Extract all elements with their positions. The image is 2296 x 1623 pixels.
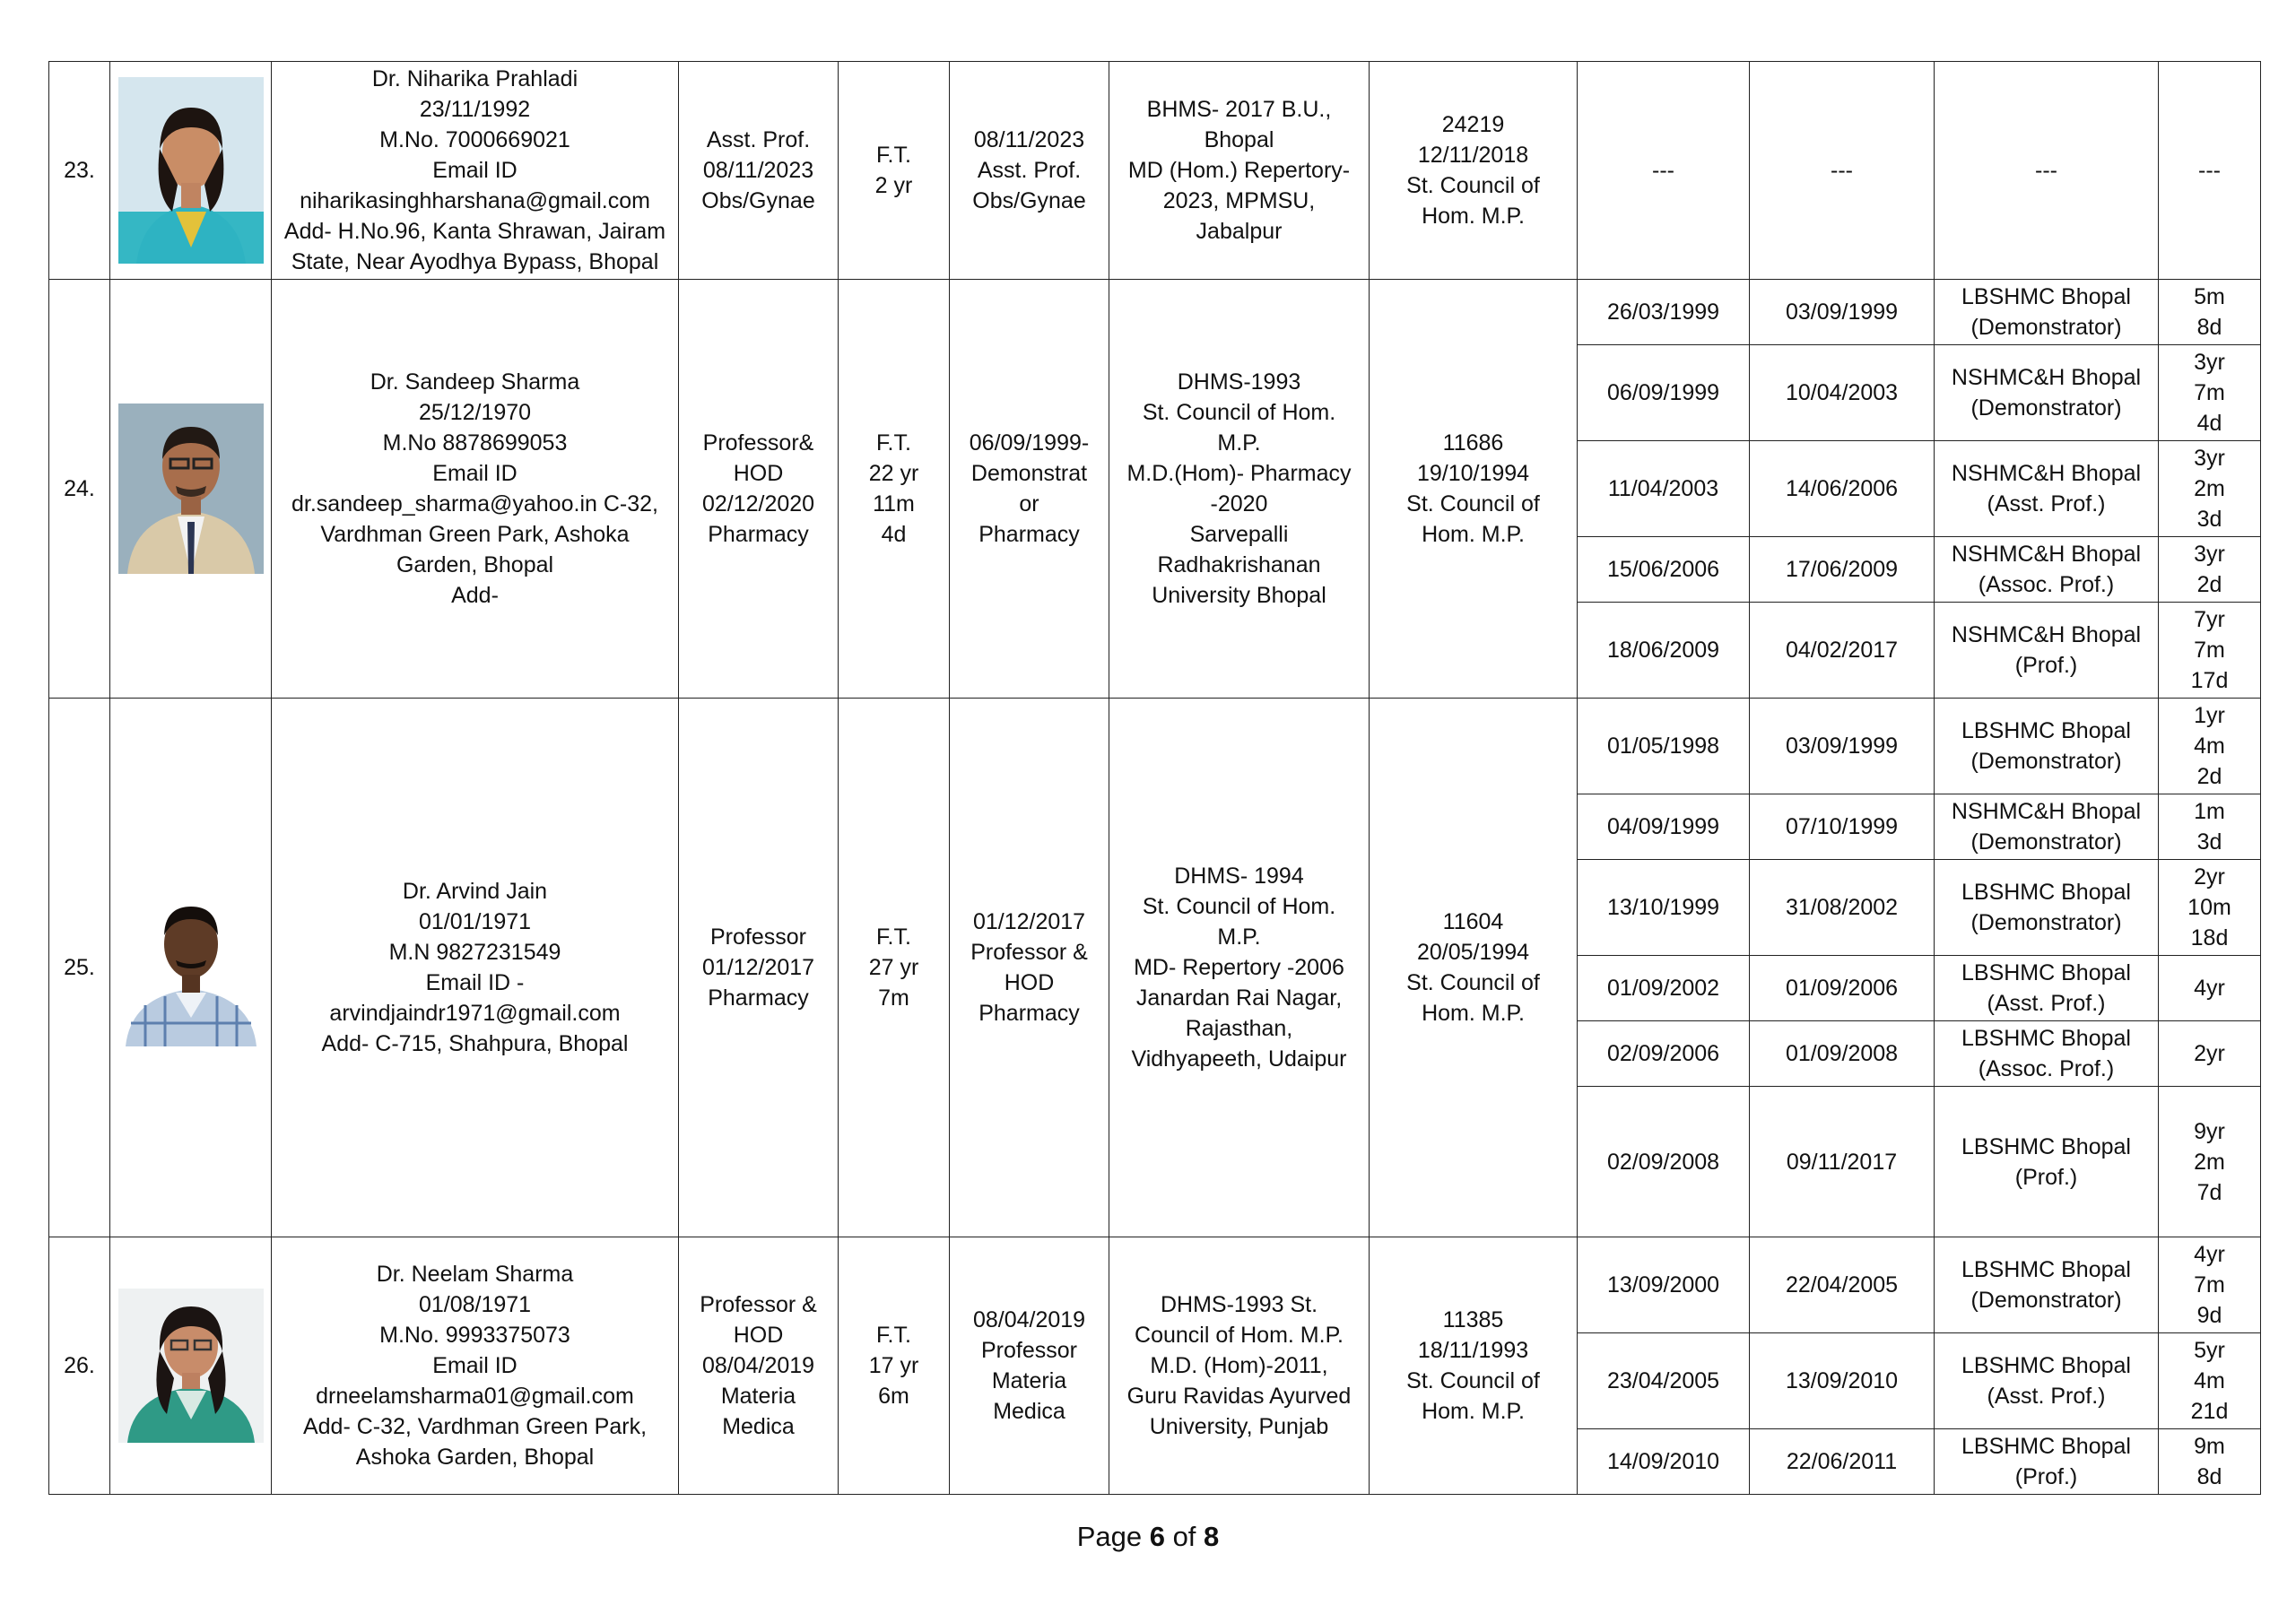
designation-line: HOD (733, 461, 784, 486)
experience-to: 07/10/1999 (1750, 794, 1935, 860)
qualification-cell (1109, 699, 1370, 1237)
duration-line: 4yr (2194, 1242, 2225, 1267)
designation-line: 02/12/2020 (701, 491, 815, 516)
registration-line: 11604 (1442, 909, 1504, 934)
designation-line: Pharmacy (708, 985, 809, 1011)
place-line: (Demonstrator) (1970, 829, 2122, 855)
detail-line: Dr. Arvind Jain (402, 879, 548, 904)
place-line: (Demonstrator) (1970, 1288, 2122, 1313)
experience-from: 15/06/2006 (1578, 537, 1750, 603)
detail-line: Add- (451, 583, 499, 608)
duration-line: 3d (2196, 829, 2222, 855)
qualification-cell (1109, 280, 1370, 699)
type-line: F.T. (876, 1323, 911, 1348)
experience-place (1935, 345, 2159, 441)
qualification-line: M.P. (1217, 924, 1261, 950)
qualification-line: M.D. (Hom)-2011, (1150, 1353, 1328, 1378)
employment-type-cell (839, 62, 950, 280)
designation-line: 08/11/2023 (702, 158, 814, 183)
qualification-line: Jabalpur (1196, 219, 1283, 244)
detail-line: Email ID (432, 1353, 517, 1378)
duration-line: 2d (2196, 764, 2222, 789)
experience-duration (2159, 1237, 2261, 1333)
type-line: F.T. (876, 143, 911, 168)
place-line: (Demonstrator) (1970, 749, 2122, 774)
place-line: (Asst. Prof.) (1987, 1384, 2106, 1409)
duration-line: 18d (2190, 925, 2229, 950)
registration-line: 19/10/1994 (1416, 461, 1530, 486)
detail-line: M.N 9827231549 (388, 940, 561, 965)
designation-cell (679, 62, 839, 280)
designation-line: Medica (722, 1414, 795, 1439)
duration-line: 3d (2196, 507, 2222, 532)
detail-line: Garden, Bhopal (396, 552, 554, 577)
detail-line: Dr. Niharika Prahladi (371, 66, 578, 91)
detail-line: 01/01/1971 (418, 909, 532, 934)
qualification-line: Radhakrishanan (1157, 552, 1321, 577)
type-line: 17 yr (868, 1353, 919, 1378)
experience-place (1935, 537, 2159, 603)
type-line: 11m (873, 491, 915, 516)
experience-duration (2159, 1429, 2261, 1495)
place-line: LBSHMC Bhopal (1961, 718, 2131, 743)
employment-type-cell (839, 1237, 950, 1495)
duration-line: 4m (2194, 733, 2225, 759)
type-line: 2 yr (874, 173, 913, 198)
registration-line: St. Council of (1406, 173, 1540, 198)
experience-to: 14/06/2006 (1750, 441, 1935, 537)
experience-duration (2159, 794, 2261, 860)
registration-line: 11385 (1442, 1307, 1504, 1332)
experience-duration (2159, 62, 2261, 280)
experience-from: 23/04/2005 (1578, 1333, 1750, 1429)
qualification-line: St. Council of Hom. (1142, 400, 1336, 425)
type-line: 27 yr (868, 955, 919, 980)
photo-cell (110, 62, 272, 280)
faculty-details (272, 1237, 679, 1495)
designation-line: Pharmacy (708, 522, 809, 547)
qualification-line: DHMS- 1994 (1174, 864, 1304, 889)
qualification-line: MD- Repertory -2006 (1134, 955, 1344, 980)
experience-to: 04/02/2017 (1750, 603, 1935, 699)
experience-to: 17/06/2009 (1750, 537, 1935, 603)
experience-from: 13/09/2000 (1578, 1237, 1750, 1333)
designation-line: Asst. Prof. (706, 127, 811, 152)
type-line: 4d (881, 522, 907, 547)
experience-place (1935, 860, 2159, 956)
designation-cell (679, 1237, 839, 1495)
duration-line: 1yr (2194, 703, 2225, 728)
detail-line: M.No. 9993375073 (379, 1323, 570, 1348)
duration-line: 10m (2187, 895, 2231, 920)
appointment-line: Pharmacy (978, 522, 1080, 547)
experience-from: 14/09/2010 (1578, 1429, 1750, 1495)
duration-line: 7d (2196, 1179, 2222, 1205)
registration-line: 24219 (1441, 112, 1505, 137)
designation-line: HOD (733, 1323, 784, 1348)
designation-line: Materia (720, 1384, 796, 1409)
duration-line: 7m (2194, 380, 2225, 405)
appointment-line: Materia (991, 1368, 1067, 1393)
photo-cell (110, 1237, 272, 1495)
place-line: (Prof.) (2014, 1164, 2078, 1190)
experience-to: 13/09/2010 (1750, 1333, 1935, 1429)
appointment-line: 08/04/2019 (972, 1307, 1086, 1332)
duration-line: --- (2198, 158, 2221, 183)
place-line: (Demonstrator) (1970, 395, 2122, 421)
duration-line: 3yr (2194, 542, 2225, 567)
qualification-cell (1109, 62, 1370, 280)
experience-place (1935, 62, 2159, 280)
experience-to: 01/09/2008 (1750, 1021, 1935, 1087)
experience-from: 02/09/2008 (1578, 1087, 1750, 1237)
registration-line: St. Council of (1406, 1368, 1540, 1393)
appointment-line: or (1019, 491, 1039, 516)
experience-place (1935, 1429, 2159, 1495)
registration-cell (1370, 62, 1578, 280)
detail-line: niharikasinghharshana@gmail.com (300, 188, 650, 213)
qualification-line: Council of Hom. M.P. (1135, 1323, 1344, 1348)
duration-line: 2yr (2194, 864, 2225, 890)
experience-place (1935, 1333, 2159, 1429)
appointment-line: Professor & (970, 940, 1088, 965)
detail-line: Add- H.No.96, Kanta Shrawan, Jairam (283, 219, 666, 244)
qualification-line: MD (Hom.) Repertory- (1127, 158, 1351, 183)
type-line: 7m (878, 985, 909, 1011)
appointment-line: Professor (981, 1338, 1077, 1363)
duration-line: 2d (2196, 572, 2222, 597)
designation-line: Professor (710, 924, 806, 950)
detail-line: State, Near Ayodhya Bypass, Bhopal (291, 249, 659, 274)
experience-to: 31/08/2002 (1750, 860, 1935, 956)
employment-type-cell (839, 699, 950, 1237)
registration-line: St. Council of (1406, 970, 1540, 995)
detail-line: 23/11/1992 (419, 97, 531, 122)
detail-line: Add- C-715, Shahpura, Bhopal (321, 1031, 629, 1056)
experience-from: 13/10/1999 (1578, 860, 1750, 956)
appointment-line: Obs/Gynae (972, 188, 1086, 213)
experience-to: 09/11/2017 (1750, 1087, 1935, 1237)
designation-line: 01/12/2017 (701, 955, 815, 980)
faculty-photo (118, 404, 264, 574)
place-line: (Asst. Prof.) (1987, 491, 2106, 516)
experience-duration (2159, 1021, 2261, 1087)
qualification-line: BHMS- 2017 B.U., (1146, 97, 1332, 122)
place-line: LBSHMC Bhopal (1961, 1026, 2131, 1051)
experience-duration (2159, 603, 2261, 699)
serial-number: 24. (49, 280, 110, 699)
total-pages: 8 (1204, 1521, 1220, 1552)
faculty-details (272, 62, 679, 280)
registration-line: St. Council of (1406, 491, 1540, 516)
duration-line: 9m (2194, 1434, 2225, 1459)
appointment-cell (950, 1237, 1109, 1495)
page-number (0, 1521, 2296, 1553)
experience-from: 01/09/2002 (1578, 956, 1750, 1021)
registration-line: 11686 (1442, 430, 1504, 456)
qualification-line: M.P. (1217, 430, 1261, 456)
experience-from: 02/09/2006 (1578, 1021, 1750, 1087)
detail-line: Email ID (432, 158, 517, 183)
photo-cell (110, 280, 272, 699)
detail-line: Add- C-32, Vardhman Green Park, (302, 1414, 648, 1439)
place-line: LBSHMC Bhopal (1961, 1353, 2131, 1378)
place-line: NSHMC&H Bhopal (1951, 365, 2142, 390)
detail-line: M.No. 7000669021 (379, 127, 570, 152)
faculty-details (272, 280, 679, 699)
duration-line: 7m (2194, 638, 2225, 663)
appointment-cell (950, 280, 1109, 699)
experience-place (1935, 1021, 2159, 1087)
experience-from: 01/05/1998 (1578, 699, 1750, 794)
experience-to: 22/04/2005 (1750, 1237, 1935, 1333)
place-line: NSHMC&H Bhopal (1951, 461, 2142, 486)
experience-duration (2159, 860, 2261, 956)
qualification-line: University, Punjab (1149, 1414, 1329, 1439)
duration-line: 17d (2190, 668, 2229, 693)
place-line: LBSHMC Bhopal (1961, 1434, 2131, 1459)
detail-line: Email ID (432, 461, 517, 486)
registration-cell (1370, 1237, 1578, 1495)
place-line: --- (2035, 158, 2057, 183)
duration-line: 3yr (2194, 446, 2225, 471)
table-row (49, 62, 2261, 280)
duration-line: 8d (2196, 315, 2222, 340)
experience-to: 22/06/2011 (1750, 1429, 1935, 1495)
appointment-line: HOD (1004, 970, 1055, 995)
detail-line: Dr. Sandeep Sharma (370, 369, 580, 395)
experience-from: --- (1578, 62, 1750, 280)
duration-line: 7m (2194, 1272, 2225, 1298)
experience-duration (2159, 1087, 2261, 1237)
faculty-table-container (48, 61, 2260, 1495)
experience-duration (2159, 537, 2261, 603)
experience-place (1935, 1087, 2159, 1237)
duration-line: 2yr (2194, 1041, 2225, 1066)
designation-cell (679, 699, 839, 1237)
photo-cell (110, 699, 272, 1237)
qualification-line: University Bhopal (1152, 583, 1326, 608)
duration-line: 5m (2194, 284, 2225, 309)
qualification-line: St. Council of Hom. (1142, 894, 1336, 919)
faculty-photo (118, 889, 264, 1046)
faculty-details (272, 699, 679, 1237)
qualification-line: Bhopal (1204, 127, 1274, 152)
experience-place (1935, 699, 2159, 794)
place-line: NSHMC&H Bhopal (1951, 542, 2142, 567)
type-line: F.T. (876, 924, 911, 950)
duration-line: 8d (2196, 1464, 2222, 1489)
experience-to: 10/04/2003 (1750, 345, 1935, 441)
appointment-line: Asst. Prof. (977, 158, 1082, 183)
place-line: (Prof.) (2014, 1464, 2078, 1489)
experience-to: 01/09/2006 (1750, 956, 1935, 1021)
place-line: LBSHMC Bhopal (1961, 1257, 2131, 1282)
detail-line: dr.sandeep_sharma@yahoo.in C-32, (291, 491, 658, 516)
experience-duration (2159, 280, 2261, 345)
place-line: (Asst. Prof.) (1987, 991, 2106, 1016)
experience-place (1935, 603, 2159, 699)
place-line: LBSHMC Bhopal (1961, 880, 2131, 905)
experience-from: 11/04/2003 (1578, 441, 1750, 537)
employment-type-cell (839, 280, 950, 699)
detail-line: M.No 8878699053 (382, 430, 568, 456)
registration-line: 18/11/1993 (1417, 1338, 1529, 1363)
table-row (49, 280, 2261, 345)
place-line: LBSHMC Bhopal (1961, 1133, 2131, 1159)
detail-line: 01/08/1971 (418, 1292, 532, 1317)
experience-place (1935, 1237, 2159, 1333)
designation-line: Professor & (700, 1292, 817, 1317)
place-line: (Prof.) (2014, 653, 2078, 678)
detail-line: drneelamsharma01@gmail.com (316, 1384, 634, 1409)
appointment-line: 01/12/2017 (972, 909, 1086, 934)
duration-line: 5yr (2194, 1338, 2225, 1363)
detail-line: Ashoka Garden, Bhopal (355, 1445, 595, 1470)
experience-duration (2159, 441, 2261, 537)
place-line: NSHMC&H Bhopal (1951, 799, 2142, 824)
experience-duration (2159, 345, 2261, 441)
appointment-line: Demonstrat (970, 461, 1088, 486)
detail-line: 25/12/1970 (418, 400, 532, 425)
experience-from: 04/09/1999 (1578, 794, 1750, 860)
appointment-line: Pharmacy (978, 1001, 1080, 1026)
registration-line: 20/05/1994 (1416, 940, 1530, 965)
faculty-table (48, 61, 2261, 1495)
table-row (49, 1237, 2261, 1333)
page-label-middle: of (1164, 1521, 1205, 1552)
qualification-line: Vidhyapeeth, Udaipur (1131, 1046, 1347, 1072)
qualification-line: DHMS-1993 St. (1160, 1292, 1318, 1317)
detail-line: Dr. Neelam Sharma (376, 1262, 574, 1287)
duration-line: 4yr (2194, 976, 2225, 1001)
duration-line: 7yr (2194, 607, 2225, 632)
place-line: (Assoc. Prof.) (1978, 572, 2115, 597)
faculty-photo (118, 1289, 264, 1443)
experience-place (1935, 280, 2159, 345)
designation-cell (679, 280, 839, 699)
duration-line: 9yr (2194, 1118, 2225, 1144)
qualification-line: Guru Ravidas Ayurved (1126, 1384, 1352, 1409)
duration-line: 3yr (2194, 350, 2225, 375)
appointment-line: 08/11/2023 (973, 127, 1085, 152)
duration-line: 2m (2194, 1149, 2225, 1175)
detail-line: arvindjaindr1971@gmail.com (329, 1001, 621, 1026)
registration-line: Hom. M.P. (1422, 1399, 1525, 1424)
experience-place (1935, 956, 2159, 1021)
place-line: (Assoc. Prof.) (1978, 1056, 2115, 1081)
duration-line: 1m (2194, 799, 2225, 824)
duration-line: 4m (2194, 1368, 2225, 1393)
experience-duration (2159, 1333, 2261, 1429)
type-line: 22 yr (868, 461, 919, 486)
qualification-line: Rajasthan, (1185, 1016, 1293, 1041)
qualification-cell (1109, 1237, 1370, 1495)
current-page: 6 (1149, 1521, 1165, 1552)
appointment-cell (950, 699, 1109, 1237)
qualification-line: Janardan Rai Nagar, (1135, 985, 1343, 1011)
experience-from: 18/06/2009 (1578, 603, 1750, 699)
registration-line: Hom. M.P. (1422, 1001, 1525, 1026)
qualification-line: Sarvepalli (1189, 522, 1289, 547)
serial-number: 25. (49, 699, 110, 1237)
place-line: (Demonstrator) (1970, 315, 2122, 340)
experience-place (1935, 441, 2159, 537)
experience-duration (2159, 699, 2261, 794)
appointment-line: Medica (993, 1399, 1065, 1424)
registration-cell (1370, 280, 1578, 699)
appointment-cell (950, 62, 1109, 280)
serial-number: 23. (49, 62, 110, 280)
appointment-line: 06/09/1999- (969, 430, 1090, 456)
type-line: 6m (878, 1384, 909, 1409)
detail-line: Email ID - (425, 970, 525, 995)
duration-line: 21d (2190, 1399, 2229, 1424)
page-label-prefix: Page (1076, 1521, 1150, 1552)
designation-line: 08/04/2019 (701, 1353, 815, 1378)
place-line: (Demonstrator) (1970, 910, 2122, 935)
experience-to: 03/09/1999 (1750, 280, 1935, 345)
qualification-line: DHMS-1993 (1177, 369, 1301, 395)
serial-number: 26. (49, 1237, 110, 1495)
duration-line: 9d (2196, 1303, 2222, 1328)
experience-from: 26/03/1999 (1578, 280, 1750, 345)
experience-to: 03/09/1999 (1750, 699, 1935, 794)
duration-line: 4d (2196, 411, 2222, 436)
place-line: LBSHMC Bhopal (1961, 284, 2131, 309)
registration-line: Hom. M.P. (1422, 204, 1525, 229)
registration-cell (1370, 699, 1578, 1237)
place-line: NSHMC&H Bhopal (1951, 622, 2142, 647)
designation-line: Obs/Gynae (701, 188, 815, 213)
type-line: F.T. (876, 430, 911, 456)
detail-line: Vardhman Green Park, Ashoka (320, 522, 630, 547)
experience-from: 06/09/1999 (1578, 345, 1750, 441)
place-line: LBSHMC Bhopal (1961, 960, 2131, 985)
qualification-line: -2020 (1210, 491, 1268, 516)
faculty-photo (118, 77, 264, 264)
table-row (49, 699, 2261, 794)
designation-line: Professor& (702, 430, 814, 456)
experience-place (1935, 794, 2159, 860)
duration-line: 2m (2194, 476, 2225, 501)
registration-line: Hom. M.P. (1422, 522, 1525, 547)
experience-duration (2159, 956, 2261, 1021)
experience-to: --- (1750, 62, 1935, 280)
registration-line: 12/11/2018 (1417, 143, 1529, 168)
qualification-line: M.D.(Hom)- Pharmacy (1126, 461, 1352, 486)
qualification-line: 2023, MPMSU, (1162, 188, 1316, 213)
